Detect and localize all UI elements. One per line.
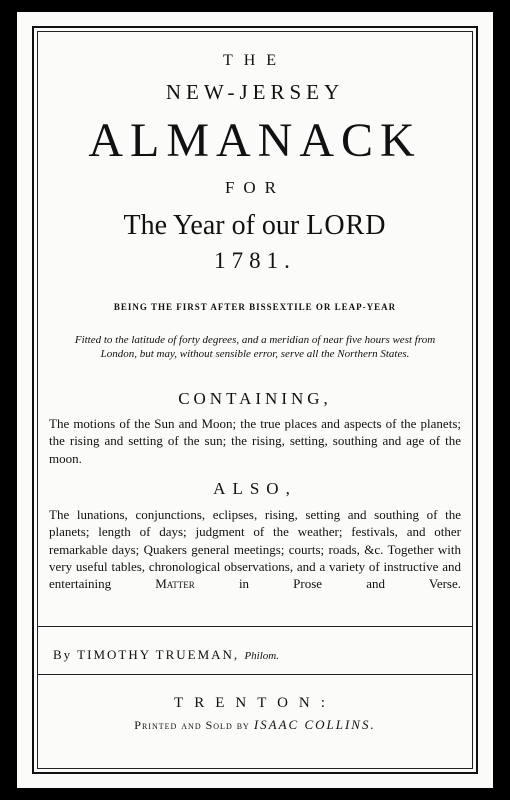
main-title: ALMANACK	[88, 114, 422, 167]
containing-heading: CONTAINING,	[178, 389, 332, 408]
leap-year-note: BEING THE FIRST AFTER BISSEXTILE OR LEAP-YEAR	[113, 302, 397, 312]
printed-prefix: Printed and Sold by	[134, 718, 250, 732]
year-lord: LORD	[306, 210, 387, 241]
containing-text: The motions of the Sun and Moon; the true places and aspects of the planets; the rising and setting of the sun; the rising, setting, southing and age of the moon.	[49, 416, 461, 466]
also-heading: ALSO,	[213, 479, 297, 498]
title-page	[17, 12, 493, 788]
author-title: Philom.	[244, 650, 279, 662]
also-text	[49, 506, 461, 592]
also-end: in Prose and Verse.	[238, 576, 462, 592]
divider-rule	[37, 626, 473, 627]
imprint-place: TRENTON:	[174, 695, 336, 711]
printer-name: ISAAC COLLINS.	[253, 717, 376, 732]
also-matter: Matter	[155, 576, 195, 592]
title-for: FOR	[224, 178, 286, 197]
imprint-printer	[17, 717, 493, 733]
title-state: NEW-JERSEY	[165, 80, 345, 104]
title-article: THE	[222, 52, 288, 69]
author-line	[53, 647, 279, 663]
year-line	[17, 210, 493, 242]
latitude-note: Fitted to the latitude of forty degrees, and a meridian of near five hours west from London, but may, without sensible error, serve all the Northern States.	[74, 334, 436, 360]
year-number: 1781.	[214, 248, 296, 273]
divider-rule	[37, 674, 473, 675]
author-name: By TIMOTHY TRUEMAN,	[53, 647, 240, 662]
year-prefix: The Year of our	[123, 210, 300, 241]
also-body: The lunations, conjunctions, eclipses, rising, setting and southing of the planets; length of days; judgment of the weather; festivals, and other remarkable days; Quakers general meetings; courts; roads, &c. Together with very useful tables, chronological observations, and a variety of instructive and entertaining	[49, 507, 461, 592]
